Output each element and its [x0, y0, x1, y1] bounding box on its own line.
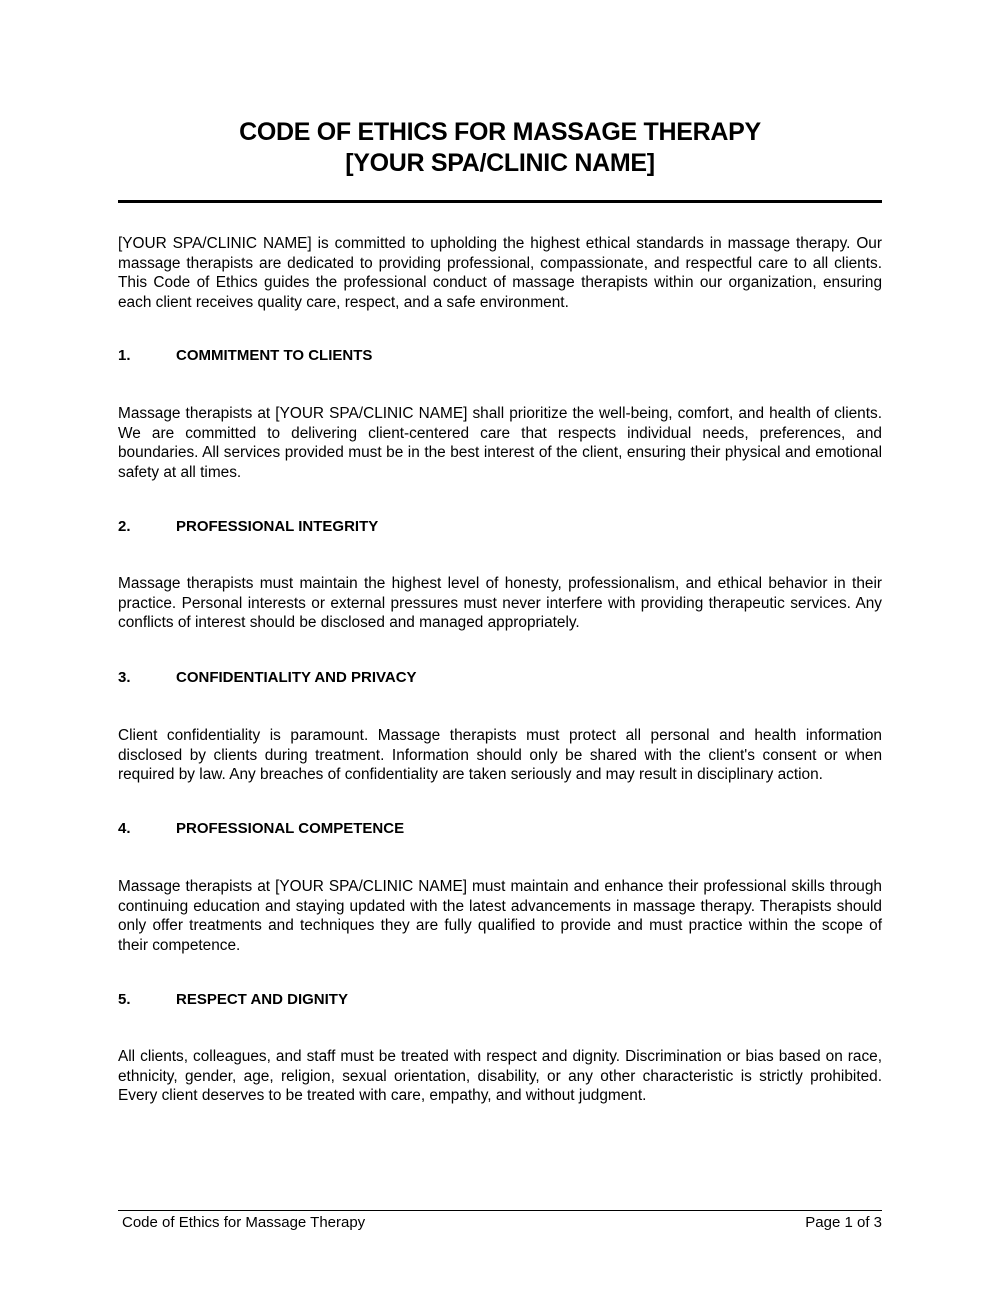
- section-paragraph: Massage therapists at [YOUR SPA/CLINIC NAME] shall prioritize the well-being, comfort, and health of clients. We are committed to delivering client-centered care that respects individual needs, preferences, and boundaries. All services provided must be in the best interest of the client, ensuring their physical and emotional safety at all times.: [118, 405, 882, 481]
- section-3-heading: [118, 668, 882, 687]
- section-number: 3.: [118, 669, 131, 686]
- title-divider: [118, 200, 882, 203]
- section-paragraph: Massage therapists at [YOUR SPA/CLINIC NAME] must maintain and enhance their professional skills through continuing education and staying updated with the latest advancements in massage therapy. Therapists should only offer treatments and techniques they are fully qualified to provide and must practice within the scope of their competence.: [118, 878, 882, 954]
- section-heading: CONFIDENTIALITY AND PRIVACY: [176, 669, 417, 686]
- section-number: 5.: [118, 991, 131, 1008]
- title-line-1: CODE OF ETHICS FOR MASSAGE THERAPY: [239, 118, 761, 146]
- section-heading: PROFESSIONAL COMPETENCE: [176, 820, 405, 837]
- intro-section: [118, 234, 882, 312]
- section-2-body: [118, 574, 882, 633]
- section-paragraph: Client confidentiality is paramount. Massage therapists must protect all personal and health information disclosed by clients during treatment. Information should only be shared with the client's consent or when required by law. Any breaches of confidentiality are taken seriously and may result in disciplinary action.: [118, 727, 882, 783]
- section-heading: PROFESSIONAL INTEGRITY: [176, 518, 379, 535]
- footer-document-title: Code of Ethics for Massage Therapy: [122, 1214, 366, 1231]
- section-paragraph: Massage therapists must maintain the highest level of honesty, professionalism, and ethical behavior in their practice. Personal interests or external pressures must never interfere with providing therapeutic services. Any conflicts of interest should be disclosed and managed appropriately.: [118, 575, 882, 631]
- section-heading: RESPECT AND DIGNITY: [176, 991, 348, 1008]
- title-line-2: [YOUR SPA/CLINIC NAME]: [345, 149, 655, 177]
- section-number: 1.: [118, 347, 131, 364]
- section-paragraph: All clients, colleagues, and staff must be treated with respect and dignity. Discrimination or bias based on race, ethnicity, gender, age, religion, sexual orientation, disability, or any other characteristic is strictly prohibited. Every client deserves to be treated with care, empathy, and without judgment.: [118, 1048, 882, 1104]
- section-4-body: [118, 877, 882, 955]
- section-5-heading: [118, 990, 882, 1009]
- section-1-body: [118, 404, 882, 482]
- section-4-heading: [118, 819, 882, 838]
- section-heading: COMMITMENT TO CLIENTS: [176, 347, 373, 364]
- section-number: 4.: [118, 820, 131, 837]
- section-5-body: [118, 1047, 882, 1106]
- page-footer: [118, 1213, 882, 1233]
- footer-divider: [118, 1210, 882, 1211]
- footer-page-number: Page 1 of 3: [805, 1214, 882, 1231]
- intro-paragraph: [YOUR SPA/CLINIC NAME] is committed to upholding the highest ethical standards in massage therapy. Our massage therapists are dedicated to providing professional, compassionate, and respectful care to all clients. This Code of Ethics guides the professional conduct of massage therapists within our organization, ensuring each client receives quality care, respect, and a safe environment.: [118, 235, 882, 311]
- section-1-heading: [118, 346, 882, 365]
- document-title: [118, 117, 882, 179]
- section-3-body: [118, 726, 882, 785]
- section-2-heading: [118, 517, 882, 536]
- section-number: 2.: [118, 518, 131, 535]
